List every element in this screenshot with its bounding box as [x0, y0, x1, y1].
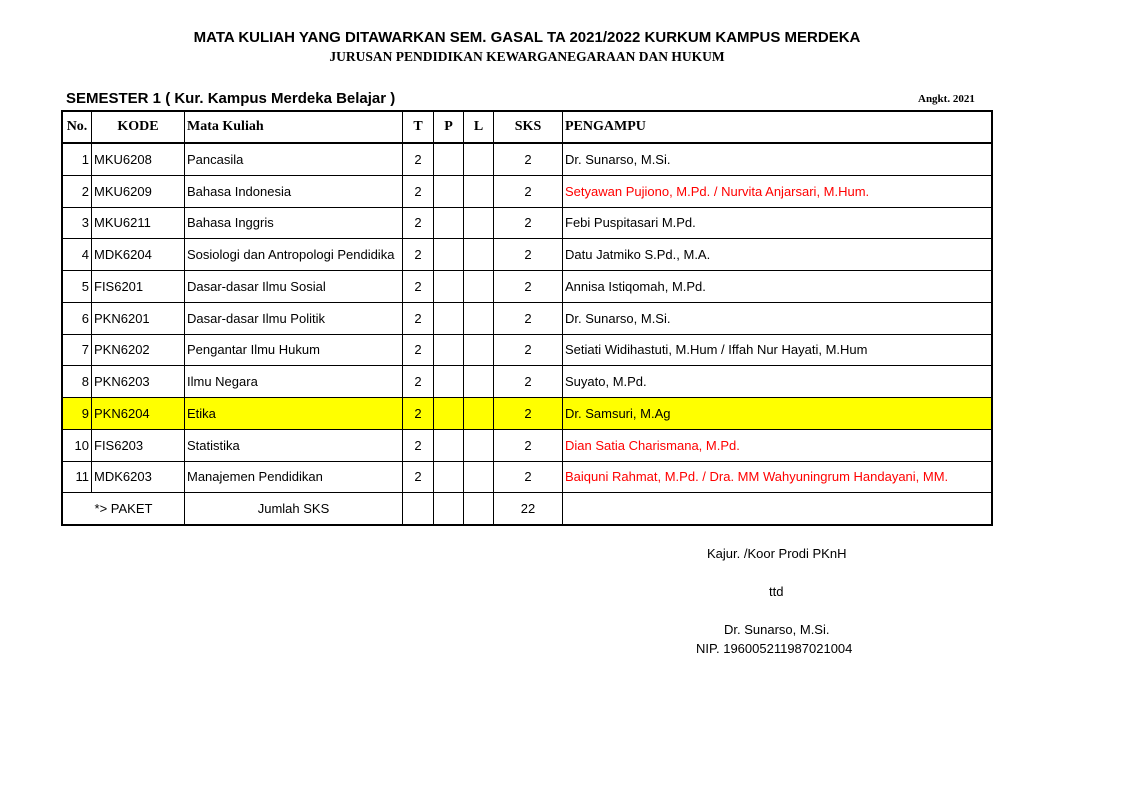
- empty-cell: [434, 493, 464, 525]
- jumlah-sks-label: Jumlah SKS: [185, 493, 403, 525]
- table-row: [63, 398, 992, 430]
- empty-cell: [563, 493, 992, 525]
- cell-p: [434, 239, 464, 271]
- course-table: [62, 111, 992, 525]
- column-header-l: L: [464, 112, 494, 144]
- cell-pengampu: Setyawan Pujiono, M.Pd. / Nurvita Anjarsari, M.Hum.: [563, 175, 992, 207]
- column-header-kode: KODE: [92, 112, 185, 144]
- cell-sks: 2: [494, 239, 563, 271]
- cell-no: 8: [63, 366, 92, 398]
- cell-p: [434, 461, 464, 493]
- cell-no: 10: [63, 429, 92, 461]
- cell-p: [434, 366, 464, 398]
- cell-t: 2: [403, 461, 434, 493]
- signature-role: Kajur. /Koor Prodi PKnH: [707, 546, 847, 561]
- cell-pengampu: Dr. Sunarso, M.Si.: [563, 143, 992, 175]
- table-footer-row: [63, 493, 992, 525]
- cell-sks: 2: [494, 207, 563, 239]
- cell-sks: 2: [494, 366, 563, 398]
- cell-pengampu: Setiati Widihastuti, M.Hum / Iffah Nur Hayati, M.Hum: [563, 334, 992, 366]
- angkatan-label: Angkt. 2021: [918, 93, 975, 105]
- column-header-sks: SKS: [494, 112, 563, 144]
- cell-p: [434, 398, 464, 430]
- cell-p: [434, 143, 464, 175]
- cell-p: [434, 334, 464, 366]
- cell-pengampu: Dr. Sunarso, M.Si.: [563, 302, 992, 334]
- cell-pengampu: Dian Satia Charismana, M.Pd.: [563, 429, 992, 461]
- cell-t: 2: [403, 207, 434, 239]
- cell-pengampu: Annisa Istiqomah, M.Pd.: [563, 271, 992, 303]
- table-row: [63, 239, 992, 271]
- cell-l: [464, 143, 494, 175]
- table-row: [63, 366, 992, 398]
- column-header-no: No.: [63, 112, 92, 144]
- cell-mata-kuliah: Statistika: [185, 429, 403, 461]
- cell-l: [464, 239, 494, 271]
- table-row: [63, 175, 992, 207]
- total-sks: 22: [494, 493, 563, 525]
- cell-l: [464, 461, 494, 493]
- cell-p: [434, 271, 464, 303]
- cell-mata-kuliah: Dasar-dasar Ilmu Sosial: [185, 271, 403, 303]
- cell-sks: 2: [494, 398, 563, 430]
- table-row: [63, 143, 992, 175]
- signature-name: Dr. Sunarso, M.Si.: [724, 622, 830, 637]
- cell-t: 2: [403, 398, 434, 430]
- cell-kode: MDK6203: [92, 461, 185, 493]
- column-header-mata-kuliah: Mata Kuliah: [185, 112, 403, 144]
- cell-p: [434, 429, 464, 461]
- cell-no: 9: [63, 398, 92, 430]
- cell-mata-kuliah: Manajemen Pendidikan: [185, 461, 403, 493]
- cell-no: 4: [63, 239, 92, 271]
- cell-no: 5: [63, 271, 92, 303]
- table-row: [63, 271, 992, 303]
- cell-p: [434, 175, 464, 207]
- cell-l: [464, 398, 494, 430]
- cell-no: 1: [63, 143, 92, 175]
- cell-t: 2: [403, 334, 434, 366]
- cell-mata-kuliah: Ilmu Negara: [185, 366, 403, 398]
- cell-pengampu: Baiquni Rahmat, M.Pd. / Dra. MM Wahyuningrum Handayani, MM.: [563, 461, 992, 493]
- cell-p: [434, 302, 464, 334]
- cell-l: [464, 175, 494, 207]
- cell-t: 2: [403, 271, 434, 303]
- cell-t: 2: [403, 366, 434, 398]
- cell-mata-kuliah: Pancasila: [185, 143, 403, 175]
- cell-kode: MDK6204: [92, 239, 185, 271]
- cell-t: 2: [403, 175, 434, 207]
- cell-kode: PKN6202: [92, 334, 185, 366]
- cell-mata-kuliah: Sosiologi dan Antropologi Pendidika: [185, 239, 403, 271]
- empty-cell: [464, 493, 494, 525]
- cell-l: [464, 207, 494, 239]
- cell-mata-kuliah: Pengantar Ilmu Hukum: [185, 334, 403, 366]
- cell-sks: 2: [494, 175, 563, 207]
- paket-label: *> PAKET: [63, 493, 185, 525]
- cell-t: 2: [403, 302, 434, 334]
- cell-mata-kuliah: Bahasa Indonesia: [185, 175, 403, 207]
- cell-pengampu: Dr. Samsuri, M.Ag: [563, 398, 992, 430]
- table-row: [63, 302, 992, 334]
- cell-kode: PKN6203: [92, 366, 185, 398]
- cell-pengampu: Suyato, M.Pd.: [563, 366, 992, 398]
- cell-l: [464, 302, 494, 334]
- empty-cell: [403, 493, 434, 525]
- cell-kode: MKU6208: [92, 143, 185, 175]
- cell-kode: FIS6201: [92, 271, 185, 303]
- cell-p: [434, 207, 464, 239]
- cell-sks: 2: [494, 461, 563, 493]
- cell-l: [464, 271, 494, 303]
- document-subtitle: JURUSAN PENDIDIKAN KEWARGANEGARAAN DAN HUKUM: [329, 49, 725, 64]
- semester-heading: SEMESTER 1 ( Kur. Kampus Merdeka Belajar ): [66, 90, 396, 107]
- cell-pengampu: Datu Jatmiko S.Pd., M.A.: [563, 239, 992, 271]
- cell-no: 7: [63, 334, 92, 366]
- signature-ttd: ttd: [769, 584, 784, 599]
- cell-l: [464, 366, 494, 398]
- cell-kode: MKU6211: [92, 207, 185, 239]
- cell-l: [464, 429, 494, 461]
- cell-pengampu: Febi Puspitasari M.Pd.: [563, 207, 992, 239]
- column-header-pengampu: PENGAMPU: [563, 112, 992, 144]
- cell-l: [464, 334, 494, 366]
- cell-sks: 2: [494, 302, 563, 334]
- cell-sks: 2: [494, 429, 563, 461]
- cell-t: 2: [403, 429, 434, 461]
- cell-t: 2: [403, 239, 434, 271]
- cell-kode: PKN6201: [92, 302, 185, 334]
- cell-t: 2: [403, 143, 434, 175]
- table-row: [63, 429, 992, 461]
- table-row: [63, 334, 992, 366]
- cell-kode: MKU6209: [92, 175, 185, 207]
- cell-no: 2: [63, 175, 92, 207]
- cell-kode: PKN6204: [92, 398, 185, 430]
- cell-no: 3: [63, 207, 92, 239]
- table-header-row: [63, 112, 992, 144]
- cell-sks: 2: [494, 334, 563, 366]
- cell-mata-kuliah: Etika: [185, 398, 403, 430]
- cell-no: 6: [63, 302, 92, 334]
- cell-sks: 2: [494, 143, 563, 175]
- column-header-t: T: [403, 112, 434, 144]
- cell-sks: 2: [494, 271, 563, 303]
- cell-kode: FIS6203: [92, 429, 185, 461]
- table-row: [63, 461, 992, 493]
- document-title: MATA KULIAH YANG DITAWARKAN SEM. GASAL TA 2021/2022 KURKUM KAMPUS MERDEKA: [193, 29, 861, 46]
- signature-nip: NIP. 196005211987021004: [696, 641, 853, 656]
- cell-mata-kuliah: Dasar-dasar Ilmu Politik: [185, 302, 403, 334]
- cell-no: 11: [63, 461, 92, 493]
- column-header-p: P: [434, 112, 464, 144]
- table-row: [63, 207, 992, 239]
- cell-mata-kuliah: Bahasa Inggris: [185, 207, 403, 239]
